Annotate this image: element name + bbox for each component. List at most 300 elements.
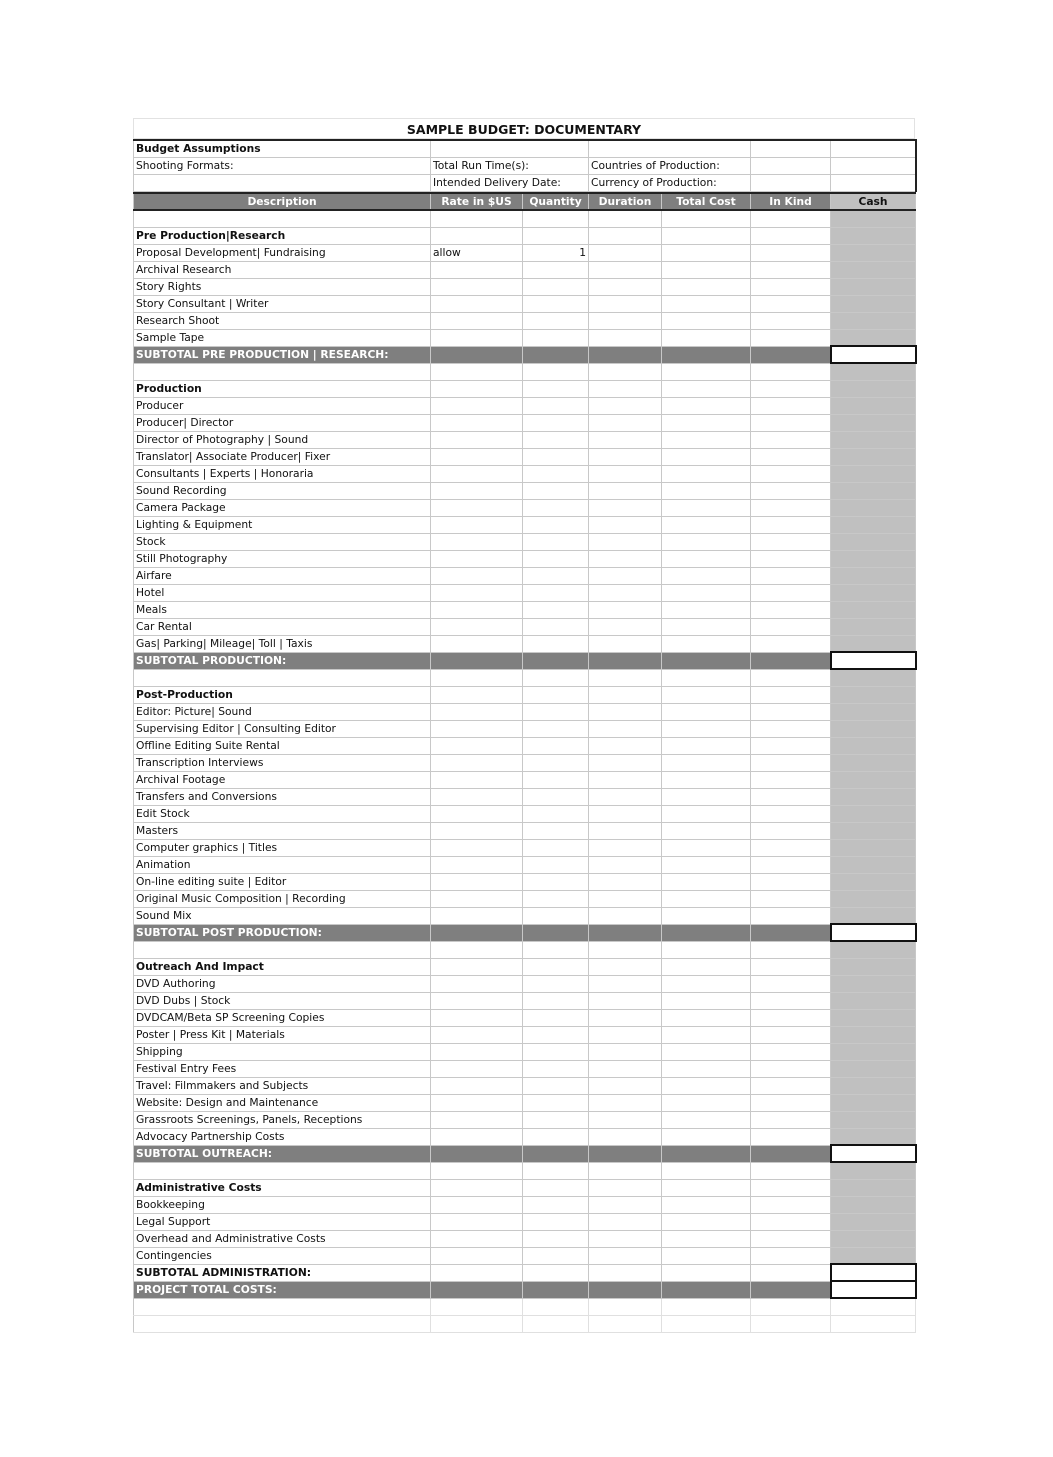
cell-in-kind[interactable]: [751, 1247, 831, 1264]
cell-rate[interactable]: [431, 1060, 523, 1077]
cell-cash[interactable]: [831, 261, 916, 278]
cell-duration[interactable]: [589, 210, 662, 227]
cell-cash[interactable]: [831, 822, 916, 839]
cell-rate[interactable]: [431, 754, 523, 771]
cell-quantity[interactable]: [523, 737, 589, 754]
cell-total-cost[interactable]: [662, 550, 751, 567]
cell-description[interactable]: Animation: [134, 856, 431, 873]
cell-total-cost[interactable]: [662, 465, 751, 482]
cell-quantity[interactable]: [523, 227, 589, 244]
cell-duration[interactable]: [589, 1111, 662, 1128]
cell-quantity[interactable]: [523, 754, 589, 771]
cell-description[interactable]: Proposal Development| Fundraising: [134, 244, 431, 261]
cell-quantity[interactable]: [523, 788, 589, 805]
cell-duration[interactable]: [589, 1179, 662, 1196]
cell-in-kind[interactable]: [751, 312, 831, 329]
cell-total-cost[interactable]: [662, 1247, 751, 1264]
cell-quantity[interactable]: [523, 1196, 589, 1213]
cell-total-cost[interactable]: [662, 788, 751, 805]
cell-quantity[interactable]: [523, 1060, 589, 1077]
cell-quantity[interactable]: [523, 1128, 589, 1145]
cell-quantity[interactable]: [523, 1077, 589, 1094]
cell-total-cost[interactable]: [662, 652, 751, 669]
cell-duration[interactable]: [589, 278, 662, 295]
cell-cash[interactable]: [831, 737, 916, 754]
cell-duration[interactable]: [589, 618, 662, 635]
cell-quantity[interactable]: 1: [523, 244, 589, 261]
cell-duration[interactable]: [589, 1196, 662, 1213]
cell-duration[interactable]: [589, 652, 662, 669]
cell-in-kind[interactable]: [751, 380, 831, 397]
cell-total-cost[interactable]: [662, 227, 751, 244]
cell-total-cost[interactable]: [662, 992, 751, 1009]
cell-description[interactable]: Grassroots Screenings, Panels, Receptions: [134, 1111, 431, 1128]
cell-cash[interactable]: [831, 941, 916, 958]
cell-in-kind[interactable]: [751, 1196, 831, 1213]
cell-in-kind[interactable]: [751, 992, 831, 1009]
cell-quantity[interactable]: [523, 992, 589, 1009]
cell-total-cost[interactable]: [662, 363, 751, 380]
cell-cash[interactable]: [831, 1060, 916, 1077]
cell-duration[interactable]: [589, 822, 662, 839]
cell-rate[interactable]: [431, 482, 523, 499]
cell-description[interactable]: Edit Stock: [134, 805, 431, 822]
cell-quantity[interactable]: [523, 363, 589, 380]
cell-in-kind[interactable]: [751, 1111, 831, 1128]
cell-quantity[interactable]: [523, 839, 589, 856]
cell-cash[interactable]: [831, 686, 916, 703]
cell-description[interactable]: Travel: Filmmakers and Subjects: [134, 1077, 431, 1094]
cell-rate[interactable]: [431, 1230, 523, 1247]
cell-total-cost[interactable]: [662, 1315, 751, 1332]
cell-total-cost[interactable]: [662, 312, 751, 329]
cell-quantity[interactable]: [523, 1162, 589, 1179]
cell-rate[interactable]: [431, 873, 523, 890]
cell-total-cost[interactable]: [662, 601, 751, 618]
cell-in-kind[interactable]: [751, 1162, 831, 1179]
cell-cash[interactable]: [831, 1264, 916, 1281]
cell-cash[interactable]: [831, 465, 916, 482]
cell-description[interactable]: Offline Editing Suite Rental: [134, 737, 431, 754]
cell-in-kind[interactable]: [751, 278, 831, 295]
cell-duration[interactable]: [589, 1162, 662, 1179]
cell-in-kind[interactable]: [751, 1060, 831, 1077]
cell-in-kind[interactable]: [751, 1213, 831, 1230]
cell-in-kind[interactable]: [751, 703, 831, 720]
cell-in-kind[interactable]: [751, 1145, 831, 1162]
cell-total-cost[interactable]: [662, 686, 751, 703]
cell-rate[interactable]: [431, 295, 523, 312]
cell-description[interactable]: Car Rental: [134, 618, 431, 635]
cell-duration[interactable]: [589, 1264, 662, 1281]
cell-description[interactable]: Meals: [134, 601, 431, 618]
cell-in-kind[interactable]: [751, 448, 831, 465]
cell-duration[interactable]: [589, 329, 662, 346]
cell-in-kind[interactable]: [751, 363, 831, 380]
cell-in-kind[interactable]: [751, 329, 831, 346]
cell-quantity[interactable]: [523, 1179, 589, 1196]
cell-quantity[interactable]: [523, 210, 589, 227]
cell-rate[interactable]: [431, 635, 523, 652]
cell-description[interactable]: Sample Tape: [134, 329, 431, 346]
cell-cash[interactable]: [831, 1111, 916, 1128]
cell-duration[interactable]: [589, 244, 662, 261]
cell-quantity[interactable]: [523, 873, 589, 890]
cell-rate[interactable]: [431, 1094, 523, 1111]
cell-duration[interactable]: [589, 601, 662, 618]
cell-duration[interactable]: [589, 550, 662, 567]
cell-rate[interactable]: [431, 992, 523, 1009]
cell-quantity[interactable]: [523, 261, 589, 278]
cell-cash[interactable]: [831, 363, 916, 380]
cell-duration[interactable]: [589, 788, 662, 805]
cell-quantity[interactable]: [523, 397, 589, 414]
cell-cash[interactable]: [831, 329, 916, 346]
cell-description[interactable]: Sound Mix: [134, 907, 431, 924]
cell-rate[interactable]: [431, 924, 523, 941]
cell-total-cost[interactable]: [662, 278, 751, 295]
cell-in-kind[interactable]: [751, 397, 831, 414]
cell-rate[interactable]: [431, 771, 523, 788]
cell-quantity[interactable]: [523, 907, 589, 924]
cell-quantity[interactable]: [523, 1043, 589, 1060]
cell-rate[interactable]: [431, 499, 523, 516]
cell-total-cost[interactable]: [662, 1179, 751, 1196]
cell-quantity[interactable]: [523, 499, 589, 516]
cell-duration[interactable]: [589, 805, 662, 822]
cell-total-cost[interactable]: [662, 584, 751, 601]
cell-duration[interactable]: [589, 295, 662, 312]
cell-in-kind[interactable]: [751, 431, 831, 448]
cell-total-cost[interactable]: [662, 499, 751, 516]
cell-rate[interactable]: [431, 329, 523, 346]
cell-rate[interactable]: [431, 652, 523, 669]
cell-description[interactable]: [134, 210, 431, 227]
cell-quantity[interactable]: [523, 431, 589, 448]
cell-cash[interactable]: [831, 890, 916, 907]
cell-description[interactable]: Shipping: [134, 1043, 431, 1060]
cell-duration[interactable]: [589, 873, 662, 890]
cell-total-cost[interactable]: [662, 482, 751, 499]
cell-duration[interactable]: [589, 924, 662, 941]
cell-duration[interactable]: [589, 720, 662, 737]
cell-in-kind[interactable]: [751, 839, 831, 856]
cell-rate[interactable]: [431, 907, 523, 924]
cell-rate[interactable]: [431, 1264, 523, 1281]
cell-rate[interactable]: [431, 856, 523, 873]
cell-duration[interactable]: [589, 1247, 662, 1264]
cell-in-kind[interactable]: [751, 1043, 831, 1060]
cell-quantity[interactable]: [523, 1026, 589, 1043]
cell-duration[interactable]: [589, 414, 662, 431]
cell-duration[interactable]: [589, 1298, 662, 1315]
cell-cash[interactable]: [831, 448, 916, 465]
cell-total-cost[interactable]: [662, 890, 751, 907]
cell-in-kind[interactable]: [751, 533, 831, 550]
cell-in-kind[interactable]: [751, 1230, 831, 1247]
cell-rate[interactable]: [431, 737, 523, 754]
cell-total-cost[interactable]: [662, 1077, 751, 1094]
cell-cash[interactable]: [831, 295, 916, 312]
cell-description[interactable]: Sound Recording: [134, 482, 431, 499]
cell-rate[interactable]: [431, 788, 523, 805]
cell-total-cost[interactable]: [662, 856, 751, 873]
cell-in-kind[interactable]: [751, 227, 831, 244]
cell-total-cost[interactable]: [662, 329, 751, 346]
cell-total-cost[interactable]: [662, 244, 751, 261]
cell-description[interactable]: Lighting & Equipment: [134, 516, 431, 533]
cell-cash[interactable]: [831, 1162, 916, 1179]
cell-cash[interactable]: [831, 567, 916, 584]
cell-duration[interactable]: [589, 1026, 662, 1043]
cell-in-kind[interactable]: [751, 1179, 831, 1196]
cell-rate[interactable]: [431, 1213, 523, 1230]
cell-cash[interactable]: [831, 1230, 916, 1247]
cell-quantity[interactable]: [523, 720, 589, 737]
cell-cash[interactable]: [831, 1281, 916, 1298]
cell-in-kind[interactable]: [751, 822, 831, 839]
cell-description[interactable]: Festival Entry Fees: [134, 1060, 431, 1077]
cell-cash[interactable]: [831, 482, 916, 499]
cell-quantity[interactable]: [523, 448, 589, 465]
cell-cash[interactable]: [831, 278, 916, 295]
cell-quantity[interactable]: [523, 1230, 589, 1247]
cell-total-cost[interactable]: [662, 414, 751, 431]
cell-cash[interactable]: [831, 414, 916, 431]
cell-description[interactable]: Producer: [134, 397, 431, 414]
cell-total-cost[interactable]: [662, 1111, 751, 1128]
cell-description[interactable]: Gas| Parking| Mileage| Toll | Taxis: [134, 635, 431, 652]
cell-quantity[interactable]: [523, 567, 589, 584]
cell-total-cost[interactable]: [662, 1009, 751, 1026]
cell-description[interactable]: Contingencies: [134, 1247, 431, 1264]
cell-rate[interactable]: [431, 839, 523, 856]
cell-rate[interactable]: [431, 278, 523, 295]
cell-duration[interactable]: [589, 992, 662, 1009]
cell-quantity[interactable]: [523, 1315, 589, 1332]
cell-cash[interactable]: [831, 958, 916, 975]
cell-total-cost[interactable]: [662, 533, 751, 550]
cell-cash[interactable]: [831, 771, 916, 788]
cell-description[interactable]: Story Consultant | Writer: [134, 295, 431, 312]
cell-cash[interactable]: [831, 550, 916, 567]
cell-cash[interactable]: [831, 720, 916, 737]
cell-total-cost[interactable]: [662, 1145, 751, 1162]
cell-duration[interactable]: [589, 754, 662, 771]
cell-rate[interactable]: [431, 1043, 523, 1060]
cell-cash[interactable]: [831, 1145, 916, 1162]
cell-duration[interactable]: [589, 958, 662, 975]
cell-total-cost[interactable]: [662, 567, 751, 584]
cell-duration[interactable]: [589, 465, 662, 482]
cell-cash[interactable]: [831, 1315, 916, 1332]
cell-in-kind[interactable]: [751, 669, 831, 686]
cell-duration[interactable]: [589, 669, 662, 686]
cell-cash[interactable]: [831, 788, 916, 805]
cell-in-kind[interactable]: [751, 1264, 831, 1281]
cell-in-kind[interactable]: [751, 550, 831, 567]
cell-in-kind[interactable]: [751, 907, 831, 924]
cell-quantity[interactable]: [523, 601, 589, 618]
cell-description[interactable]: [134, 1298, 431, 1315]
cell-total-cost[interactable]: [662, 1060, 751, 1077]
cell-total-cost[interactable]: [662, 958, 751, 975]
cell-total-cost[interactable]: [662, 1162, 751, 1179]
cell-duration[interactable]: [589, 856, 662, 873]
cell-duration[interactable]: [589, 890, 662, 907]
cell-rate[interactable]: [431, 584, 523, 601]
cell-cash[interactable]: [831, 1128, 916, 1145]
cell-rate[interactable]: [431, 1179, 523, 1196]
cell-cash[interactable]: [831, 635, 916, 652]
cell-quantity[interactable]: [523, 465, 589, 482]
cell-quantity[interactable]: [523, 771, 589, 788]
cell-rate[interactable]: [431, 1281, 523, 1298]
cell-rate[interactable]: [431, 414, 523, 431]
cell-description[interactable]: Website: Design and Maintenance: [134, 1094, 431, 1111]
cell-duration[interactable]: [589, 346, 662, 363]
cell-total-cost[interactable]: [662, 1196, 751, 1213]
cell-in-kind[interactable]: [751, 1009, 831, 1026]
cell-cash[interactable]: [831, 244, 916, 261]
cell-duration[interactable]: [589, 1009, 662, 1026]
cell-description[interactable]: Poster | Press Kit | Materials: [134, 1026, 431, 1043]
cell-total-cost[interactable]: [662, 1026, 751, 1043]
cell-cash[interactable]: [831, 1026, 916, 1043]
cell-rate[interactable]: [431, 890, 523, 907]
cell-quantity[interactable]: [523, 856, 589, 873]
cell-rate[interactable]: [431, 958, 523, 975]
cell-in-kind[interactable]: [751, 465, 831, 482]
cell-duration[interactable]: [589, 686, 662, 703]
cell-rate[interactable]: [431, 210, 523, 227]
cell-quantity[interactable]: [523, 924, 589, 941]
cell-total-cost[interactable]: [662, 703, 751, 720]
cell-description[interactable]: Advocacy Partnership Costs: [134, 1128, 431, 1145]
cell-duration[interactable]: [589, 975, 662, 992]
cell-description[interactable]: Transcription Interviews: [134, 754, 431, 771]
cell-cash[interactable]: [831, 1094, 916, 1111]
cell-total-cost[interactable]: [662, 1264, 751, 1281]
cell-in-kind[interactable]: [751, 516, 831, 533]
cell-duration[interactable]: [589, 1230, 662, 1247]
cell-quantity[interactable]: [523, 822, 589, 839]
cell-rate[interactable]: [431, 431, 523, 448]
cell-in-kind[interactable]: [751, 482, 831, 499]
cell-cash[interactable]: [831, 584, 916, 601]
cell-cash[interactable]: [831, 652, 916, 669]
cell-cash[interactable]: [831, 839, 916, 856]
cell-description[interactable]: Original Music Composition | Recording: [134, 890, 431, 907]
cell-cash[interactable]: [831, 992, 916, 1009]
cell-rate[interactable]: [431, 380, 523, 397]
cell-description[interactable]: Archival Footage: [134, 771, 431, 788]
cell-duration[interactable]: [589, 771, 662, 788]
cell-duration[interactable]: [589, 227, 662, 244]
cell-cash[interactable]: [831, 346, 916, 363]
cell-cash[interactable]: [831, 397, 916, 414]
cell-rate[interactable]: [431, 1077, 523, 1094]
cell-in-kind[interactable]: [751, 567, 831, 584]
cell-duration[interactable]: [589, 567, 662, 584]
cell-cash[interactable]: [831, 1298, 916, 1315]
cell-total-cost[interactable]: [662, 1281, 751, 1298]
cell-total-cost[interactable]: [662, 720, 751, 737]
cell-total-cost[interactable]: [662, 618, 751, 635]
cell-total-cost[interactable]: [662, 1094, 751, 1111]
cell-cash[interactable]: [831, 601, 916, 618]
cell-rate[interactable]: [431, 1162, 523, 1179]
cell-quantity[interactable]: [523, 312, 589, 329]
cell-total-cost[interactable]: [662, 839, 751, 856]
cell-cash[interactable]: [831, 873, 916, 890]
cell-quantity[interactable]: [523, 975, 589, 992]
cell-description[interactable]: Supervising Editor | Consulting Editor: [134, 720, 431, 737]
cell-description[interactable]: Masters: [134, 822, 431, 839]
cell-total-cost[interactable]: [662, 261, 751, 278]
cell-in-kind[interactable]: [751, 805, 831, 822]
cell-description[interactable]: [134, 1162, 431, 1179]
cell-total-cost[interactable]: [662, 1128, 751, 1145]
cell-total-cost[interactable]: [662, 1230, 751, 1247]
cell-duration[interactable]: [589, 363, 662, 380]
cell-duration[interactable]: [589, 448, 662, 465]
cell-duration[interactable]: [589, 312, 662, 329]
cell-total-cost[interactable]: [662, 516, 751, 533]
cell-cash[interactable]: [831, 1077, 916, 1094]
cell-cash[interactable]: [831, 907, 916, 924]
cell-total-cost[interactable]: [662, 346, 751, 363]
cell-in-kind[interactable]: [751, 1315, 831, 1332]
cell-description[interactable]: Still Photography: [134, 550, 431, 567]
cell-description[interactable]: Legal Support: [134, 1213, 431, 1230]
cell-duration[interactable]: [589, 482, 662, 499]
cell-total-cost[interactable]: [662, 635, 751, 652]
cell-quantity[interactable]: [523, 890, 589, 907]
cell-quantity[interactable]: [523, 1145, 589, 1162]
cell-quantity[interactable]: [523, 1094, 589, 1111]
cell-description[interactable]: Research Shoot: [134, 312, 431, 329]
cell-in-kind[interactable]: [751, 975, 831, 992]
cell-description[interactable]: Editor: Picture| Sound: [134, 703, 431, 720]
cell-duration[interactable]: [589, 431, 662, 448]
cell-duration[interactable]: [589, 397, 662, 414]
cell-duration[interactable]: [589, 907, 662, 924]
cell-quantity[interactable]: [523, 1111, 589, 1128]
cell-quantity[interactable]: [523, 958, 589, 975]
cell-in-kind[interactable]: [751, 737, 831, 754]
cell-quantity[interactable]: [523, 703, 589, 720]
cell-in-kind[interactable]: [751, 941, 831, 958]
cell-in-kind[interactable]: [751, 1298, 831, 1315]
cell-duration[interactable]: [589, 1213, 662, 1230]
cell-quantity[interactable]: [523, 278, 589, 295]
cell-rate[interactable]: [431, 1298, 523, 1315]
cell-duration[interactable]: [589, 1060, 662, 1077]
cell-rate[interactable]: [431, 805, 523, 822]
cell-in-kind[interactable]: [751, 1281, 831, 1298]
cell-total-cost[interactable]: [662, 448, 751, 465]
cell-quantity[interactable]: [523, 1009, 589, 1026]
cell-cash[interactable]: [831, 499, 916, 516]
cell-rate[interactable]: [431, 1128, 523, 1145]
cell-rate[interactable]: [431, 227, 523, 244]
cell-total-cost[interactable]: [662, 669, 751, 686]
cell-rate[interactable]: [431, 397, 523, 414]
cell-in-kind[interactable]: [751, 958, 831, 975]
cell-rate[interactable]: [431, 822, 523, 839]
cell-duration[interactable]: [589, 499, 662, 516]
